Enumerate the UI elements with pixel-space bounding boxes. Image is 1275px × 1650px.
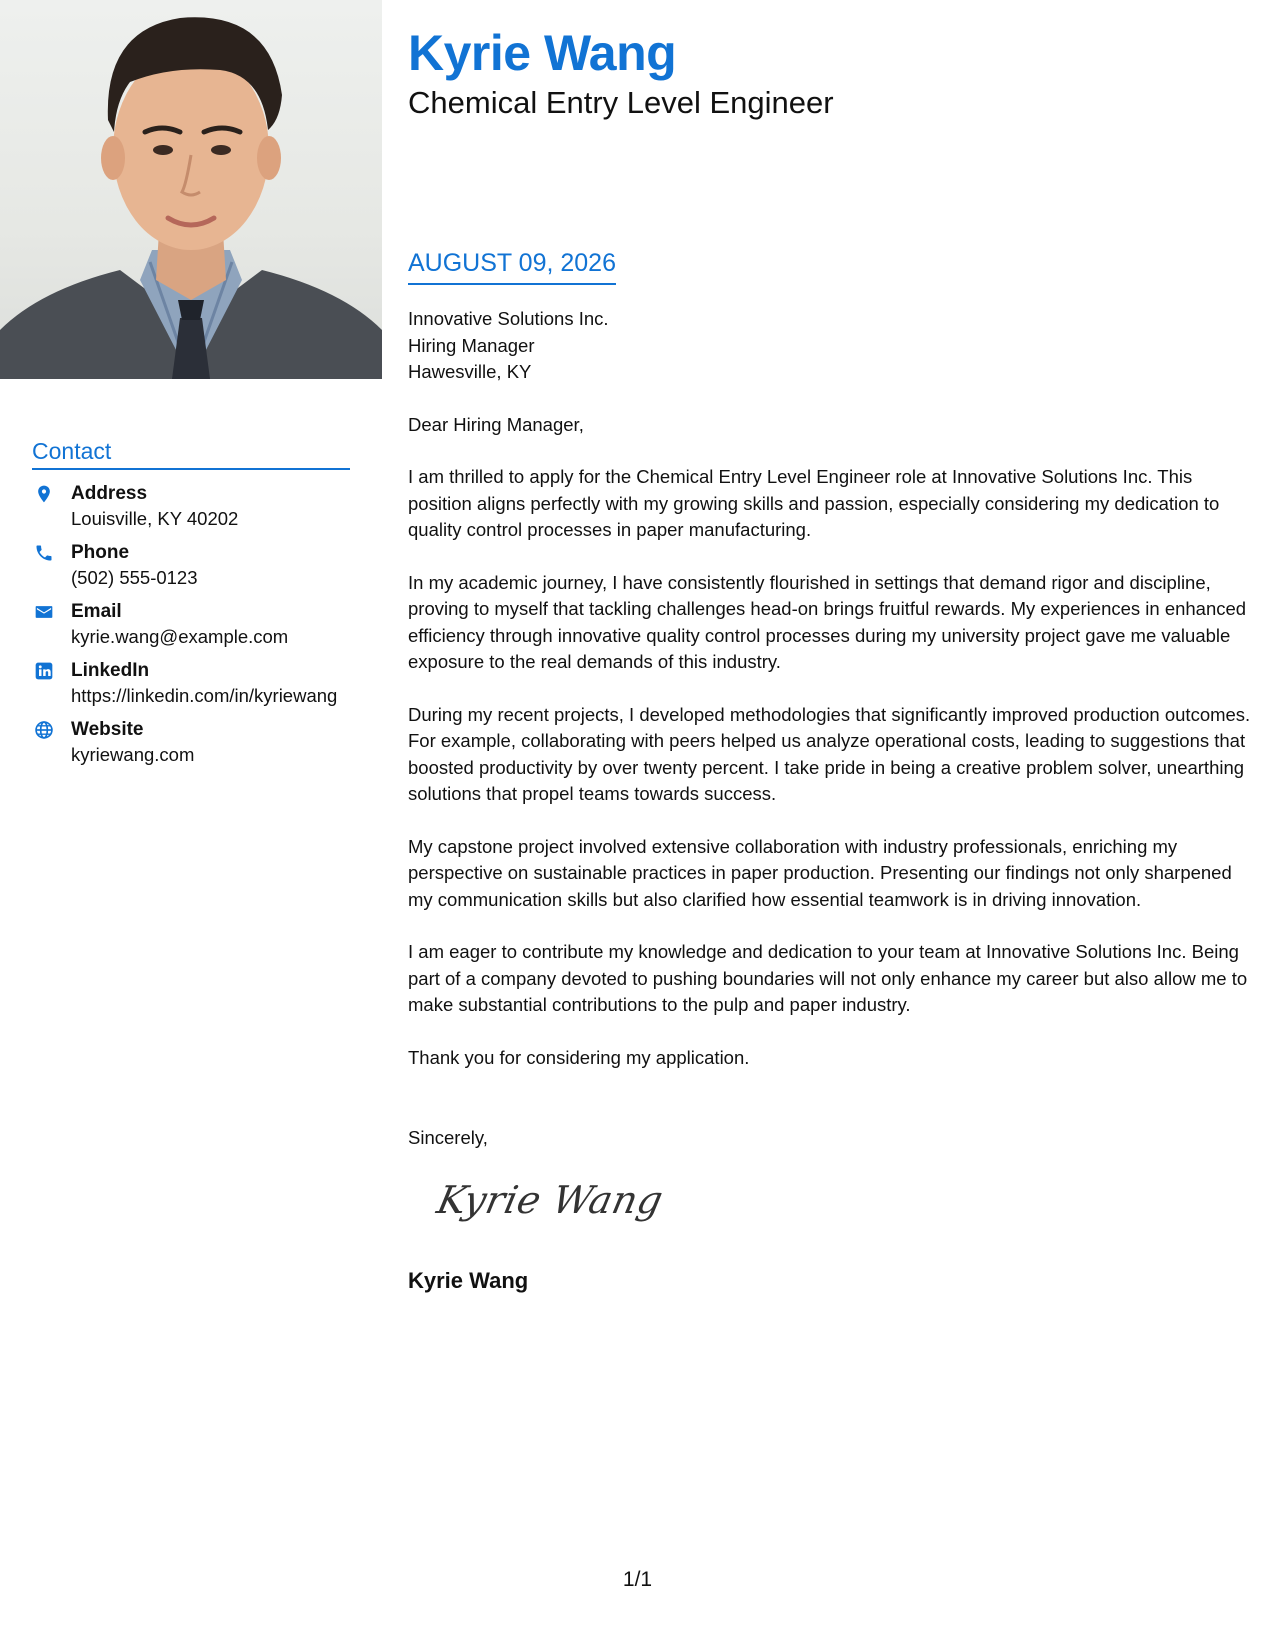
map-pin-icon (34, 484, 56, 506)
website-value[interactable]: kyriewang.com (71, 744, 195, 765)
phone-label: Phone (71, 542, 130, 563)
recipient-block (408, 306, 1253, 386)
globe-icon (34, 720, 56, 742)
salutation: Dear Hiring Manager, (408, 413, 584, 435)
contact-item-website (32, 718, 350, 767)
linkedin-label: LinkedIn (71, 660, 150, 681)
contact-item-address (32, 482, 350, 531)
recipient-role: Hiring Manager (408, 334, 535, 356)
contact-sidebar (32, 436, 350, 777)
linkedin-icon (34, 661, 56, 683)
applicant-title: Chemical Entry Level Engineer (408, 85, 834, 120)
letter-date: AUGUST 09, 2026 (408, 246, 616, 285)
contact-item-email (32, 600, 350, 649)
paragraph: My capstone project involved extensive collaboration with industry professionals, enriching my perspective on sustainable practices in paper production. Presenting our findings not only sharpened my communication skills but also clarified how essential teamwork is in driving innovation. (408, 835, 1232, 910)
recipient-location: Hawesville, KY (408, 361, 532, 382)
signature-image: Kyrie Wang (433, 1178, 668, 1222)
paragraph: Thank you for considering my application. (408, 1046, 750, 1068)
page-number: 1/1 (622, 1568, 653, 1591)
address-value: Louisville, KY 40202 (71, 508, 239, 529)
paragraph: During my recent projects, I developed methodologies that significantly improved production outcomes. For example, collaborating with peers helped us analyze operational costs, leading to suggestions that boosted productivity by over twenty percent. I take pride in being a creative problem solver, unearthing solutions that propel teams towards success. (408, 703, 1251, 804)
contact-section-title: Contact (32, 436, 350, 470)
email-value[interactable]: kyrie.wang@example.com (71, 626, 289, 647)
email-label: Email (71, 601, 122, 622)
paragraph: I am thrilled to apply for the Chemical Entry Level Engineer role at Innovative Solutions Inc. This position aligns perfectly with my growing skills and passion, especially considering my dedication to quality control processes in paper manufacturing. (408, 466, 1220, 540)
profile-photo (0, 0, 382, 379)
signer-name: Kyrie Wang (408, 1268, 529, 1293)
paragraph: I am eager to contribute my knowledge and dedication to your team at Innovative Solutions Inc. Being part of a company devoted to pushing boundaries will not only enhance my career but also allow me to make substantial contributions to the pulp and paper industry. (408, 941, 1248, 1015)
address-label: Address (71, 483, 148, 504)
website-label: Website (71, 719, 144, 740)
letter-body (408, 306, 1253, 1097)
envelope-icon (34, 602, 56, 624)
letter-header (408, 22, 1253, 122)
applicant-name: Kyrie Wang (408, 25, 677, 81)
closing: Sincerely, (408, 1127, 488, 1148)
phone-icon (34, 543, 56, 565)
phone-value[interactable]: (502) 555-0123 (71, 567, 198, 588)
paragraph: In my academic journey, I have consistently flourished in settings that demand rigor and discipline, proving to myself that tackling challenges head-on brings fruitful rewards. My experiences in enhanced efficiency through innovative quality control processes during my university project gave me valuable exposure to the real demands of this industry. (408, 571, 1247, 672)
contact-item-linkedin (32, 659, 350, 708)
linkedin-value[interactable]: https://linkedin.com/in/kyriewang (71, 685, 338, 706)
recipient-company: Innovative Solutions Inc. (408, 308, 609, 329)
contact-item-phone (32, 541, 350, 590)
